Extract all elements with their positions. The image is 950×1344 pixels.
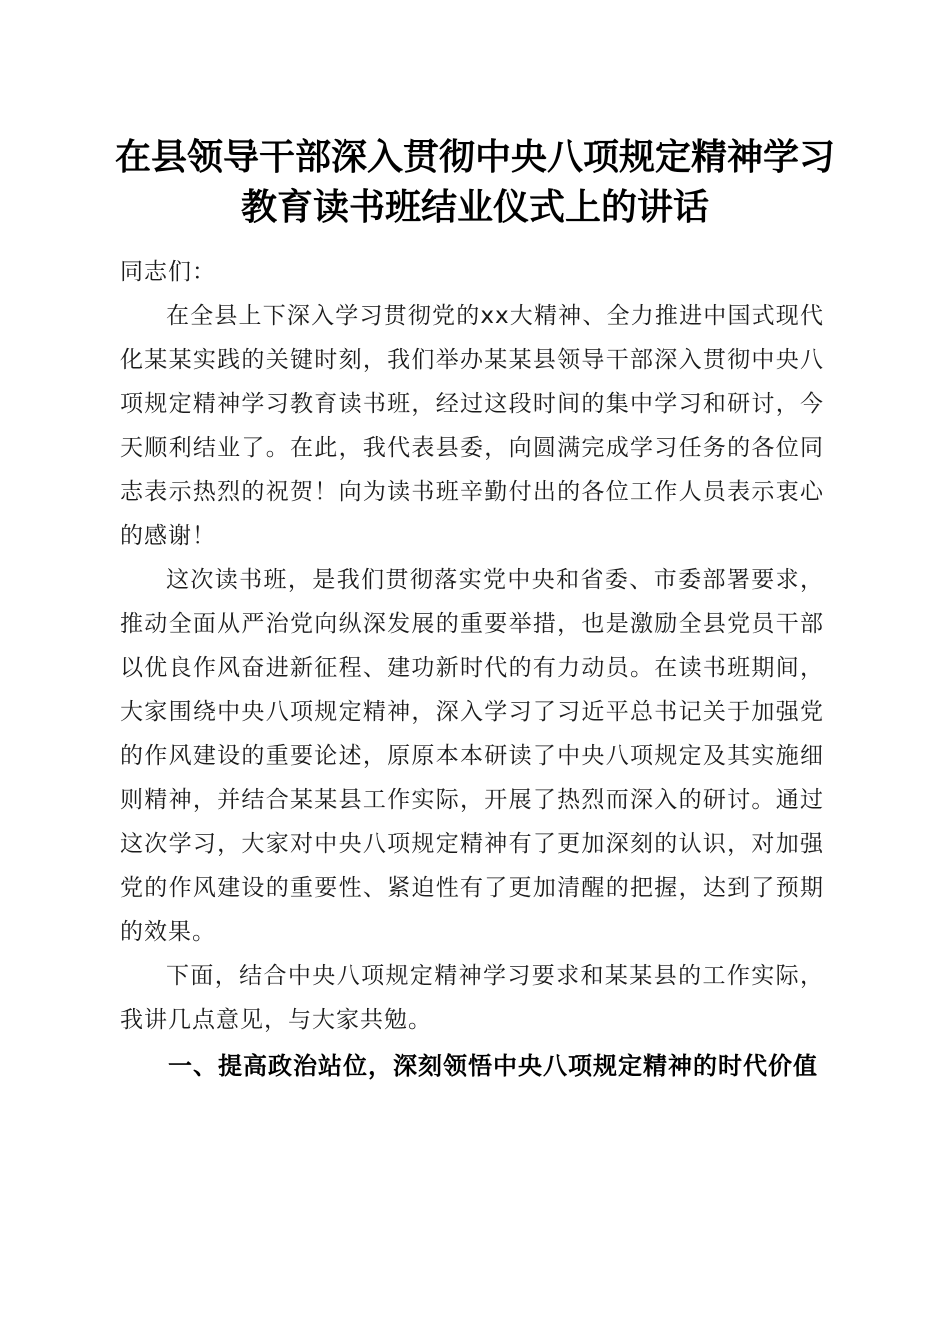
- paragraph-3: 下面，结合中央八项规定精神学习要求和某某县的工作实际，我讲几点意见，与大家共勉。: [120, 963, 824, 1033]
- title-line-1: 在县领导干部深入贯彻中央八项规定精神学习: [114, 136, 835, 178]
- salutation: 同志们：: [120, 259, 216, 285]
- document-title: [100, 132, 850, 232]
- paragraph-2: 这次读书班，是我们贯彻落实党中央和省委、市委部署要求，推动全面从严治党向纵深发展的重要举措，也是激励全县党员干部以优良作风奋进新征程、建功新时代的有力动员。在读书班期间，大家围绕中央八项规定精神，深入学习了习近平总书记关于加强党的作风建设的重要论述，原原本本研读了中央八项规定及其实施细则精神，并结合某某县工作实际，开展了热烈而深入的研讨。通过这次学习，大家对中央八项规定精神有了更加深刻的认识，对加强党的作风建设的重要性、紧迫性有了更加清醒的把握，达到了预期的效果。: [120, 567, 824, 945]
- document-body: [120, 250, 824, 1088]
- title-line-2: 教育读书班结业仪式上的讲话: [240, 186, 709, 228]
- section-heading-1: 一、提高政治站位，深刻领悟中央八项规定精神的时代价值: [168, 1052, 818, 1080]
- paragraph-1: 在全县上下深入学习贯彻党的xx大精神、全力推进中国式现代化某某实践的关键时刻，我们举办某某县领导干部深入贯彻中央八项规定精神学习教育读书班，经过这段时间的集中学习和研讨，今天顺利结业了。在此，我代表县委，向圆满完成学习任务的各位同志表示热烈的祝贺！向为读书班辛勤付出的各位工作人员表示衷心的感谢！: [120, 303, 824, 549]
